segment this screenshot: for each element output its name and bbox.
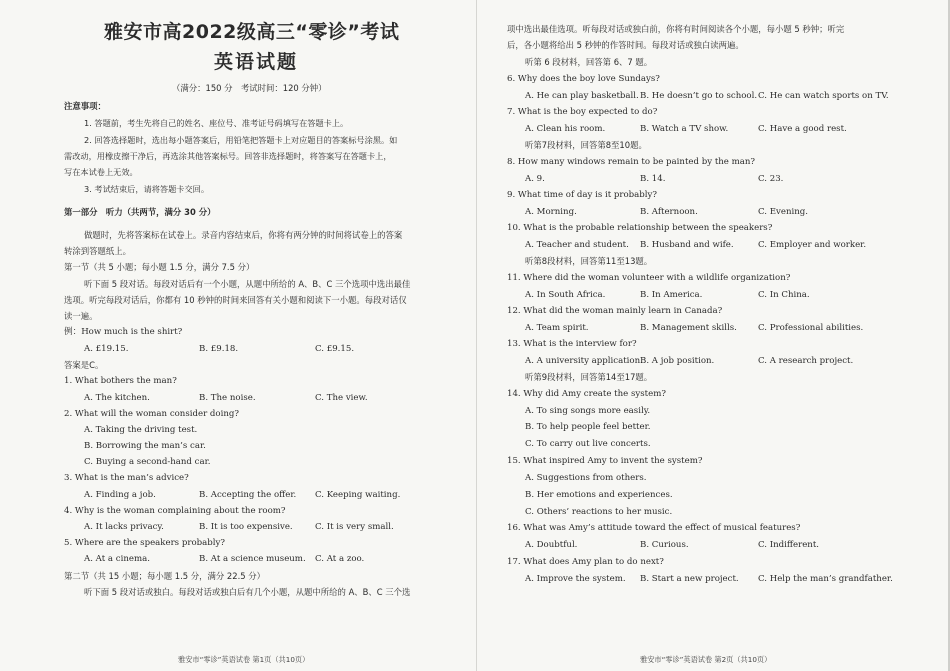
question-8: 8. How many windows remain to be painted by the man?: [507, 157, 756, 167]
example-option-c: C. £9.15.: [315, 344, 355, 354]
q13-option-c: C. A research project.: [758, 356, 854, 366]
q10-option-a: A. Teacher and student.: [525, 240, 629, 250]
q17-option-b: B. Start a new project.: [640, 574, 739, 584]
q12-option-c: C. Professional abilities.: [758, 323, 864, 333]
q6-option-a: A. He can play basketball.: [525, 91, 639, 101]
section1-instructions-cont2: 读一遍。: [64, 311, 98, 321]
section1-instructions-cont: 选项。听完每段对话后，你都有 10 秒钟的时间来回答有关小题和阅读下一小题。每段对话仅: [64, 295, 407, 305]
section2-instructions-cont2: 后，各小题将给出 5 秒钟的作答时间。每段对话或独白读两遍。: [507, 40, 744, 50]
q11-option-c: C. In China.: [758, 290, 810, 300]
q4-option-a: A. It lacks privacy.: [84, 522, 164, 532]
q4-option-b: B. It is too expensive.: [199, 522, 293, 532]
q10-option-c: C. Employer and worker.: [758, 240, 867, 250]
q5-option-a: A. At a cinema.: [84, 554, 150, 564]
section2-heading: 第二节（共 15 小题；每小题 1.5 分，满分 22.5 分）: [64, 571, 265, 581]
q1-option-b: B. The noise.: [199, 393, 256, 403]
exam-info: （满分：150 分 考试时间：120 分钟）: [172, 83, 327, 93]
exam-subtitle: 英语试题: [214, 51, 299, 73]
question-15: 15. What inspired Amy to invent the system?: [507, 456, 703, 466]
section1-heading: 第一节（共 5 小题；每小题 1.5 分，满分 7.5 分）: [64, 262, 255, 272]
q17-option-a: A. Improve the system.: [525, 574, 626, 584]
question-9: 9. What time of day is it probably?: [507, 190, 658, 200]
q8-option-a: A. 9.: [525, 174, 545, 184]
exam-title: 雅安市高2022级高三“零诊”考试: [104, 21, 400, 43]
listening-intro-cont: 转涂到答题纸上。: [64, 246, 131, 256]
question-1: 1. What bothers the man?: [64, 376, 177, 386]
page-footer: 雅安市“零诊”英语试卷 第2页（共10页）: [640, 655, 772, 664]
listening-intro: 做题时，先将答案标在试卷上。录音内容结束后，你将有两分钟的时间将试卷上的答案: [84, 230, 403, 240]
q9-option-b: B. Afternoon.: [640, 207, 698, 217]
q3-option-c: C. Keeping waiting.: [315, 490, 401, 500]
material-7-heading: 听第7段材料，回答第8至10题。: [525, 140, 647, 150]
q2-option-a: A. Taking the driving test.: [84, 425, 198, 435]
part1-heading: 第一部分 听力（共两节，满分 30 分）: [64, 207, 216, 217]
example-option-b: B. £9.18.: [199, 344, 239, 354]
question-11: 11. Where did the woman volunteer with a wildlife organization?: [507, 273, 791, 283]
q9-option-a: A. Morning.: [525, 207, 577, 217]
notice-item-2-cont2: 写在本试卷上无效。: [64, 167, 138, 177]
section2-instructions: 听下面 5 段对话或独白。每段对话或独白后有几个小题，从题中所给的 A、B、C 三个选: [84, 587, 411, 597]
q1-option-a: A. The kitchen.: [84, 393, 150, 403]
notice-item-2-cont: 需改动，用橡皮擦干净后，再选涂其他答案标号。回答非选择题时，将答案写在答题卡上，: [64, 151, 392, 161]
q2-option-c: C. Buying a second-hand car.: [84, 457, 211, 467]
q5-option-b: B. At a science museum.: [199, 554, 306, 564]
q4-option-c: C. It is very small.: [315, 522, 394, 532]
q13-option-b: B. A job position.: [640, 356, 715, 366]
q8-option-b: B. 14.: [640, 174, 666, 184]
page-footer: 雅安市“零诊”英语试卷 第1页（共10页）: [178, 655, 310, 664]
q6-option-b: B. He doesn’t go to school.: [640, 91, 758, 101]
q7-option-a: A. Clean his room.: [525, 124, 606, 134]
q15-option-c: C. Others’ reactions to her music.: [525, 507, 673, 517]
section2-instructions-cont: 项中选出最佳选项。听每段对话或独白前，你将有时间阅读各个小题，每小题 5 秒钟；听完: [507, 24, 845, 34]
exam-page-2: [476, 0, 950, 671]
q15-option-b: B. Her emotions and experiences.: [525, 490, 673, 500]
example-question: 例：How much is the shirt?: [64, 327, 183, 337]
q13-option-a: A. A university application.: [525, 356, 643, 366]
q17-option-c: C. Help the man’s grandfather.: [758, 574, 893, 584]
q11-option-b: B. In America.: [640, 290, 703, 300]
notice-heading: 注意事项：: [64, 101, 106, 111]
question-13: 13. What is the interview for?: [507, 339, 637, 349]
q7-option-c: C. Have a good rest.: [758, 124, 847, 134]
question-10: 10. What is the probable relationship between the speakers?: [507, 223, 773, 233]
question-5: 5. Where are the speakers probably?: [64, 538, 225, 548]
q14-option-a: A. To sing songs more easily.: [525, 406, 651, 416]
example-answer: 答案是C。: [64, 360, 104, 370]
q7-option-b: B. Watch a TV show.: [640, 124, 729, 134]
q16-option-b: B. Curious.: [640, 540, 689, 550]
q15-option-a: A. Suggestions from others.: [525, 473, 647, 483]
question-6: 6. Why does the boy love Sundays?: [507, 74, 660, 84]
q14-option-b: B. To help people feel better.: [525, 422, 651, 432]
q9-option-c: C. Evening.: [758, 207, 808, 217]
q11-option-a: A. In South Africa.: [525, 290, 606, 300]
material-6-heading: 听第 6 段材料，回答第 6、7 题。: [525, 57, 653, 67]
q5-option-c: C. At a zoo.: [315, 554, 365, 564]
material-8-heading: 听第8段材料，回答第11至13题。: [525, 256, 653, 266]
notice-item-3: 3. 考试结束后，请将答题卡交回。: [84, 184, 210, 194]
material-9-heading: 听第9段材料，回答第14至17题。: [525, 372, 653, 382]
notice-item-2: 2. 回答选择题时，选出每小题答案后，用铅笔把答题卡上对应题目的答案标号涂黑。如: [84, 135, 398, 145]
question-17: 17. What does Amy plan to do next?: [507, 557, 664, 567]
question-2: 2. What will the woman consider doing?: [64, 409, 239, 419]
q14-option-c: C. To carry out live concerts.: [525, 439, 651, 449]
example-option-a: A. £19.15.: [84, 344, 129, 354]
q1-option-c: C. The view.: [315, 393, 368, 403]
q10-option-b: B. Husband and wife.: [640, 240, 734, 250]
question-14: 14. Why did Amy create the system?: [507, 389, 666, 399]
q3-option-b: B. Accepting the offer.: [199, 490, 297, 500]
q2-option-b: B. Borrowing the man’s car.: [84, 441, 206, 451]
question-16: 16. What was Amy’s attitude toward the effect of musical features?: [507, 523, 801, 533]
section1-instructions: 听下面 5 段对话。每段对话后有一个小题，从题中所给的 A、B、C 三个选项中选出最佳: [84, 279, 411, 289]
q8-option-c: C. 23.: [758, 174, 784, 184]
question-12: 12. What did the woman mainly learn in Canada?: [507, 306, 723, 316]
q16-option-a: A. Doubtful.: [525, 540, 578, 550]
q16-option-c: C. Indifferent.: [758, 540, 820, 550]
notice-item-1: 1. 答题前，考生先将自己的姓名、座位号、准考证号码填写在答题卡上。: [84, 118, 349, 128]
q3-option-a: A. Finding a job.: [84, 490, 156, 500]
question-3: 3. What is the man’s advice?: [64, 473, 189, 483]
q12-option-b: B. Management skills.: [640, 323, 737, 333]
question-7: 7. What is the boy expected to do?: [507, 107, 658, 117]
q12-option-a: A. Team spirit.: [525, 323, 589, 333]
question-4: 4. Why is the woman complaining about the room?: [64, 506, 286, 516]
q6-option-c: C. He can watch sports on TV.: [758, 91, 889, 101]
